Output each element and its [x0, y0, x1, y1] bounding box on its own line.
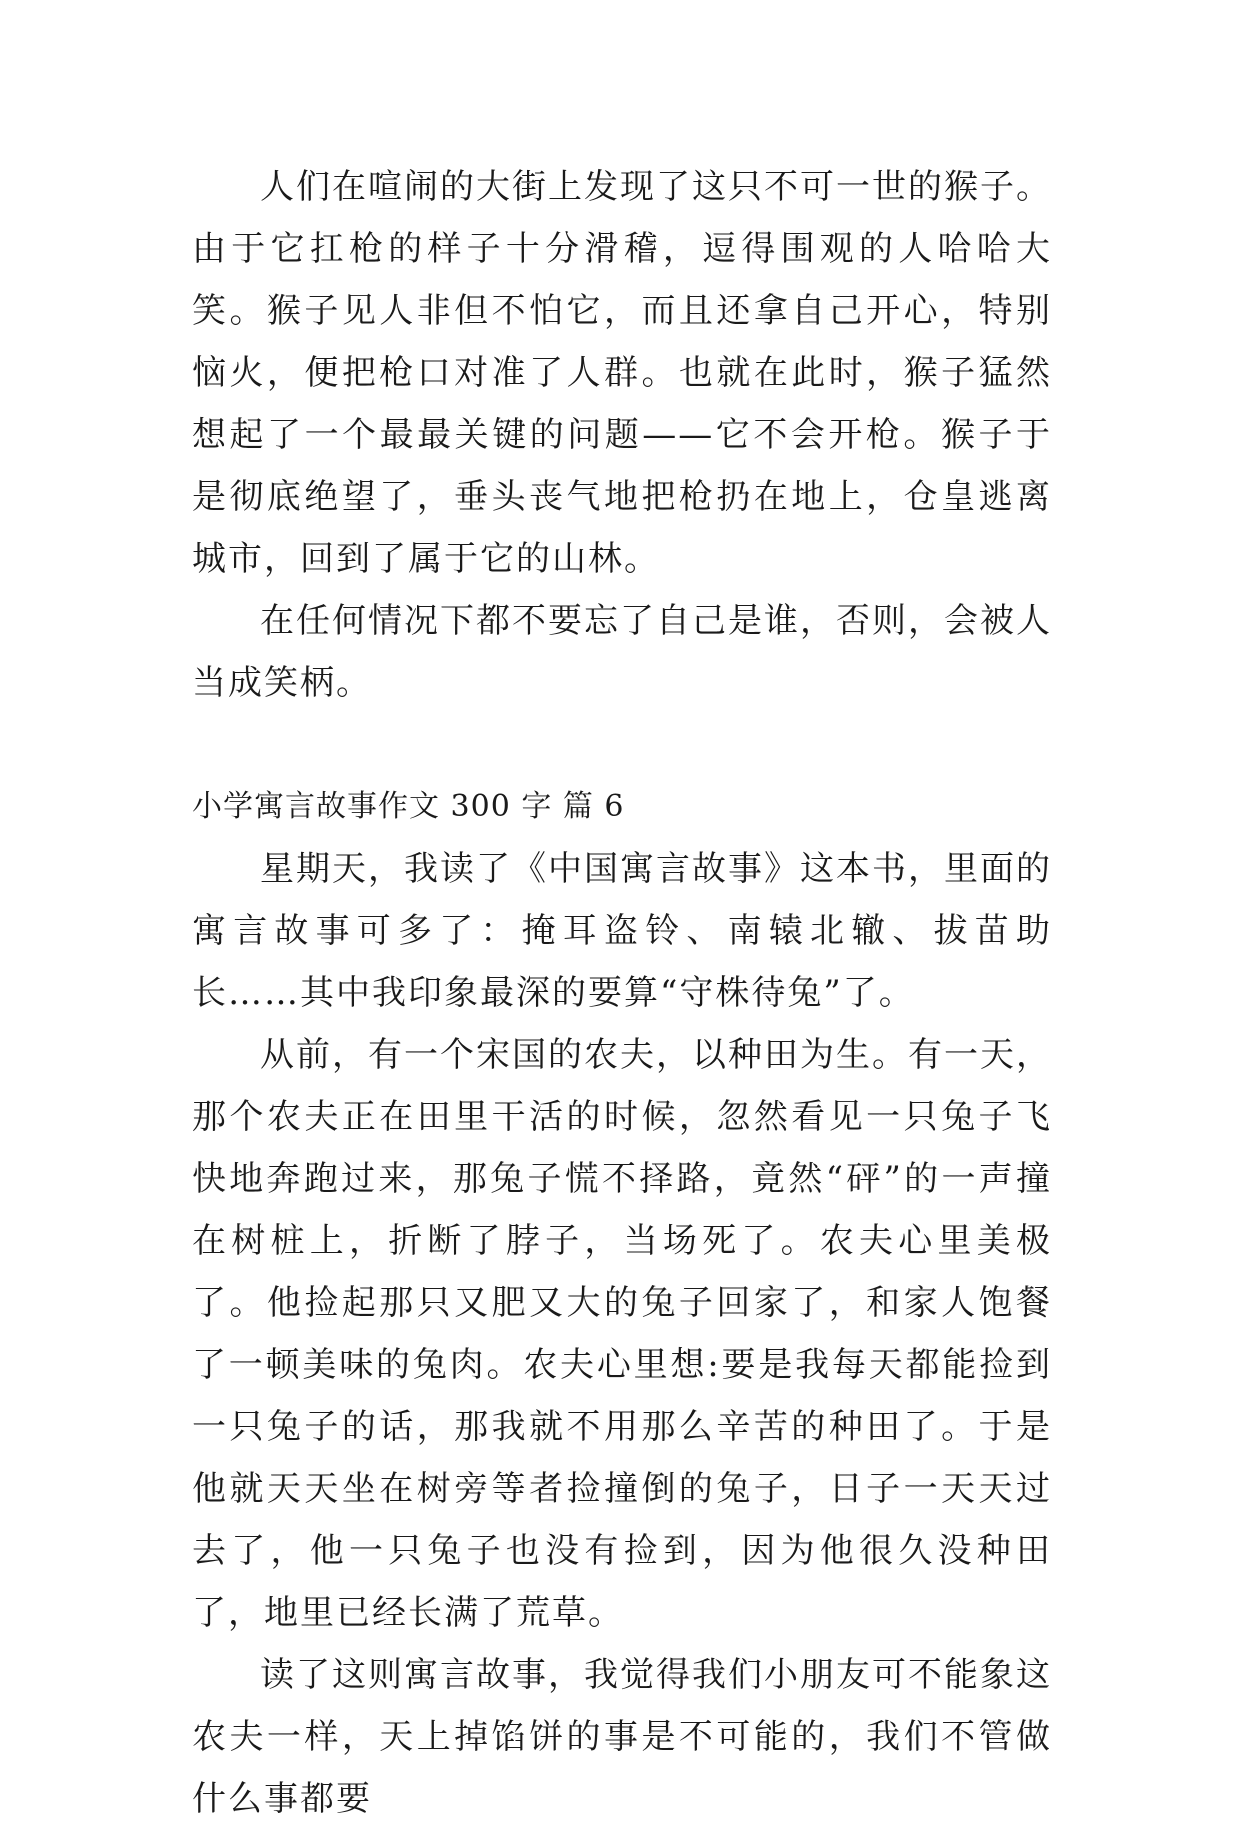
story6-paragraph-3: 读了这则寓言故事，我觉得我们小朋友可不能象这农夫一样，天上掉馅饼的事是不可能的，我们不管做什么事都要 [192, 1655, 1052, 1819]
section-spacer [192, 714, 1052, 776]
story6-heading: 小学寓言故事作文 300 字 篇 6 [192, 789, 625, 824]
story5-paragraph-2: 在任何情况下都不要忘了自己是谁，否则，会被人当成笑柄。 [192, 601, 1052, 703]
story6-paragraph-1: 星期天，我读了《中国寓言故事》这本书，里面的寓言故事可多了：掩耳盗铃、南辕北辙、拔苗助长……其中我印象最深的要算“守株待兔”了。 [192, 849, 1052, 1013]
story5-paragraph-1: 人们在喧闹的大街上发现了这只不可一世的猴子。由于它扛枪的样子十分滑稽，逗得围观的人哈哈大笑。猴子见人非但不怕它，而且还拿自己开心，特别恼火，便把枪口对准了人群。也就在此时，猴子猛然想起了一个最最关键的问题——它不会开枪。猴子于是彻底绝望了，垂头丧气地把枪扔在地上，仓皇逃离城市，回到了属于它的山林。 [192, 167, 1052, 579]
story6-paragraph-2: 从前，有一个宋国的农夫，以种田为生。有一天，那个农夫正在田里干活的时候，忽然看见一只兔子飞快地奔跑过来，那兔子慌不择路，竟然“砰”的一声撞在树桩上，折断了脖子，当场死了。农夫心里美极了。他捡起那只又肥又大的兔子回家了，和家人饱餐了一顿美味的兔肉。农夫心里想:要是我每天都能捡到一只兔子的话，那我就不用那么辛苦的种田了。于是他就天天坐在树旁等者捡撞倒的兔子，日子一天天过去了，他一只兔子也没有捡到，因为他很久没种田了，地里已经长满了荒草。 [192, 1035, 1052, 1633]
document-page [192, 156, 1052, 1830]
